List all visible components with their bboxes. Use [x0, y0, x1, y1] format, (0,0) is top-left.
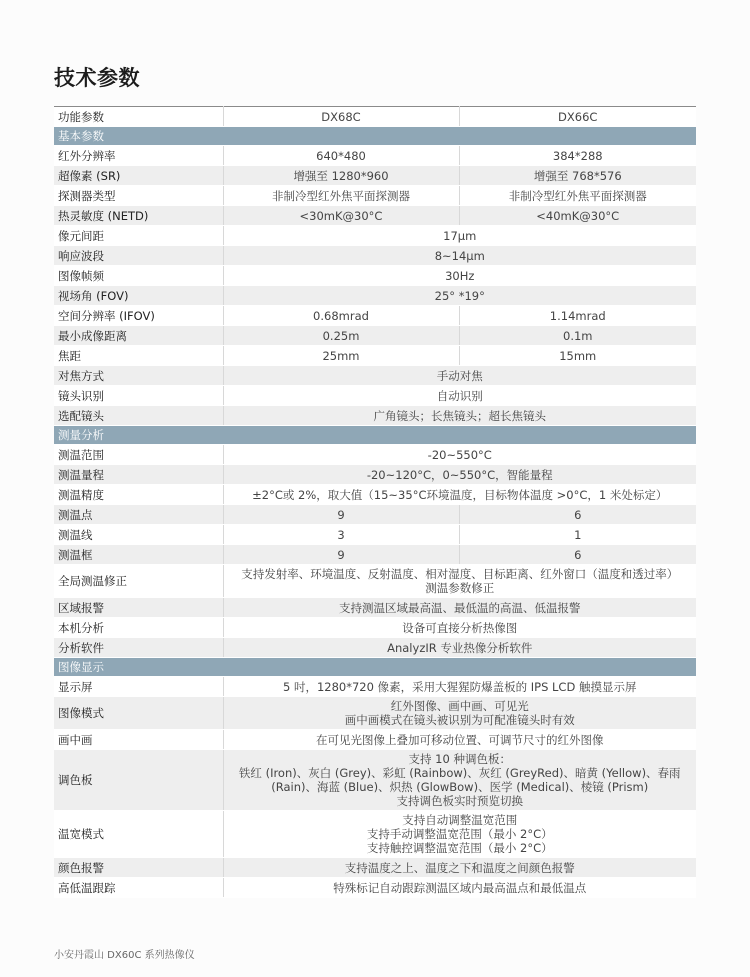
spec-value-line: -20~550°C: [427, 447, 492, 462]
spec-value-line: 特殊标记自动跟踪测温区域内最高温点和最低温点: [333, 880, 587, 895]
spec-row: [54, 565, 696, 598]
spec-row: [54, 465, 696, 485]
spec-value-dx66c: 15mm: [459, 346, 696, 366]
spec-label: 选配镜头: [54, 406, 223, 426]
spec-label: 全局测温修正: [54, 565, 223, 598]
spec-label: 最小成像距离: [54, 326, 223, 346]
spec-value-line: 30Hz: [445, 268, 475, 283]
spec-value-line: 25° *19°: [434, 288, 485, 303]
spec-value-dx66c: <40mK@30°C: [459, 206, 696, 226]
spec-value-line: 支持自动调整温宽范围: [402, 813, 518, 827]
spec-label: 视场角 (FOV): [54, 286, 223, 306]
spec-row: [54, 346, 696, 366]
spec-row: [54, 545, 696, 565]
spec-value-shared: [223, 565, 696, 598]
spec-value-shared: [223, 445, 696, 465]
spec-value-shared: [223, 811, 696, 858]
spec-value-shared: [223, 286, 696, 306]
spec-label: 颜色报警: [54, 858, 223, 878]
spec-value-shared: [223, 465, 696, 485]
spec-value-shared: [223, 386, 696, 406]
spec-label: 显示屏: [54, 677, 223, 697]
spec-label: 对焦方式: [54, 366, 223, 386]
spec-row: [54, 226, 696, 246]
spec-row: [54, 485, 696, 505]
spec-row: [54, 406, 696, 426]
spec-label: 测温精度: [54, 485, 223, 505]
spec-label: 像元间距: [54, 226, 223, 246]
spec-label: 热灵敏度 (NETD): [54, 206, 223, 226]
table-header-row: [54, 107, 696, 127]
spec-value-dx66c: 6: [459, 505, 696, 525]
spec-row: [54, 598, 696, 618]
spec-label: 高低温跟踪: [54, 878, 223, 898]
spec-label: 区域报警: [54, 598, 223, 618]
spec-row: [54, 618, 696, 638]
spec-value-dx66c: 增强至 768*576: [459, 166, 696, 186]
spec-label: 测温量程: [54, 465, 223, 485]
spec-value-dx66c: 非制冷型红外焦平面探测器: [459, 186, 696, 206]
spec-label: 响应波段: [54, 246, 223, 266]
spec-value-shared: [223, 598, 696, 618]
header-model-b: DX66C: [459, 107, 696, 127]
spec-value-line: 支持温度之上、温度之下和温度之间颜色报警: [344, 860, 575, 875]
spec-row: [54, 306, 696, 326]
spec-value-line: AnalyzIR 专业热像分析软件: [387, 640, 533, 655]
spec-value-dx66c: 0.1m: [459, 326, 696, 346]
spec-label: 超像素 (SR): [54, 166, 223, 186]
section-header: [54, 127, 696, 146]
spec-value-line: 测温参数修正: [425, 581, 495, 595]
spec-row: [54, 166, 696, 186]
spec-value-dx68c: 增强至 1280*960: [223, 166, 459, 186]
spec-row: [54, 730, 696, 750]
spec-row: [54, 326, 696, 346]
spec-label: 探测器类型: [54, 186, 223, 206]
spec-row: [54, 146, 696, 166]
spec-value-shared: [223, 697, 696, 730]
spec-label: 测温范围: [54, 445, 223, 465]
spec-value-dx66c: 1: [459, 525, 696, 545]
spec-value-dx68c: 3: [223, 525, 459, 545]
page-footer: 小安丹霞山 DX60C 系列热像仪: [54, 950, 195, 961]
spec-row: [54, 186, 696, 206]
spec-table-body: [54, 107, 696, 898]
spec-value-dx68c: <30mK@30°C: [223, 206, 459, 226]
spec-value-shared: [223, 366, 696, 386]
spec-value-dx68c: 9: [223, 505, 459, 525]
spec-value-dx68c: 非制冷型红外焦平面探测器: [223, 186, 459, 206]
spec-value-line: 支持 10 种调色板：: [408, 752, 511, 766]
spec-label: 图像模式: [54, 697, 223, 730]
spec-row: [54, 677, 696, 697]
spec-table: [54, 106, 696, 898]
spec-label: 本机分析: [54, 618, 223, 638]
spec-label: 分析软件: [54, 638, 223, 658]
spec-value-dx68c: 25mm: [223, 346, 459, 366]
spec-row: [54, 878, 696, 898]
spec-row: [54, 445, 696, 465]
spec-row: [54, 638, 696, 658]
spec-value-dx68c: 0.25m: [223, 326, 459, 346]
spec-value-shared: [223, 638, 696, 658]
spec-value-line: 手动对焦: [436, 368, 483, 383]
spec-value-line: 支持调色板实时预览切换: [396, 794, 523, 808]
spec-row: [54, 386, 696, 406]
spec-value-dx68c: 9: [223, 545, 459, 565]
header-label: 功能参数: [54, 107, 223, 127]
spec-value-dx66c: 1.14mrad: [459, 306, 696, 326]
spec-label: 图像帧频: [54, 266, 223, 286]
spec-value-shared: [223, 246, 696, 266]
spec-value-line: 铁红 (Iron)、灰白 (Grey)、彩虹 (Rainbow)、灰红 (GreyRed)、暗黄 (Yellow)、春雨: [238, 766, 681, 780]
spec-value-shared: [223, 858, 696, 878]
spec-label: 镜头识别: [54, 386, 223, 406]
spec-value-shared: [223, 677, 696, 697]
spec-label: 红外分辨率: [54, 146, 223, 166]
spec-value-line: 支持发射率、环境温度、反射温度、相对湿度、目标距离、红外窗口（温度和透过率）: [241, 567, 679, 581]
spec-value-dx66c: 6: [459, 545, 696, 565]
spec-row: [54, 366, 696, 386]
spec-row: [54, 811, 696, 858]
spec-row: [54, 505, 696, 525]
section-title: 测量分析: [54, 426, 696, 445]
spec-label: 焦距: [54, 346, 223, 366]
spec-label: 空间分辨率 (IFOV): [54, 306, 223, 326]
spec-label: 调色板: [54, 750, 223, 811]
spec-value-line: -20~120°C，0~550°C，智能量程: [366, 467, 553, 482]
spec-value-shared: [223, 878, 696, 898]
spec-label: 画中画: [54, 730, 223, 750]
section-header: [54, 658, 696, 677]
spec-row: [54, 858, 696, 878]
spec-value-shared: [223, 266, 696, 286]
spec-row: [54, 286, 696, 306]
header-model-a: DX68C: [223, 107, 459, 127]
spec-label: 测温线: [54, 525, 223, 545]
spec-value-line: 支持手动调整温宽范围（最小 2°C）: [366, 827, 553, 841]
spec-value-shared: [223, 750, 696, 811]
page-title: 技术参数: [54, 66, 140, 90]
spec-row: [54, 525, 696, 545]
spec-value-shared: [223, 226, 696, 246]
spec-value-line: 支持测温区域最高温、最低温的高温、低温报警: [339, 600, 581, 615]
spec-row: [54, 750, 696, 811]
spec-value-dx66c: 384*288: [459, 146, 696, 166]
spec-label: 测温框: [54, 545, 223, 565]
spec-label: 温宽模式: [54, 811, 223, 858]
spec-value-line: 支持触控调整温宽范围（最小 2°C）: [366, 841, 553, 855]
spec-value-shared: [223, 485, 696, 505]
section-header: [54, 426, 696, 445]
spec-value-line: (Rain)、海蓝 (Blue)、炽热 (GlowBow)、医学 (Medical)、棱镜 (Prism): [271, 780, 649, 794]
spec-value-line: 红外图像、画中画、可见光: [390, 699, 529, 713]
spec-value-line: 8~14μm: [434, 248, 485, 263]
spec-row: [54, 246, 696, 266]
section-title: 基本参数: [54, 127, 696, 146]
spec-value-line: 设备可直接分析热像图: [402, 620, 518, 635]
spec-value-shared: [223, 406, 696, 426]
spec-value-line: 5 吋，1280*720 像素，采用大猩猩防爆盖板的 IPS LCD 触摸显示屏: [283, 679, 637, 694]
spec-value-line: 画中画模式在镜头被识别为可配准镜头时有效: [344, 713, 575, 727]
section-title: 图像显示: [54, 658, 696, 677]
spec-row: [54, 266, 696, 286]
spec-value-shared: [223, 730, 696, 750]
spec-value-line: ±2°C或 2%，取大值（15~35°C环境温度，目标物体温度 >0°C，1 米处标定）: [252, 487, 668, 502]
spec-value-line: 广角镜头；长焦镜头；超长焦镜头: [373, 408, 546, 423]
spec-label: 测温点: [54, 505, 223, 525]
spec-value-line: 自动识别: [436, 388, 483, 403]
spec-value-line: 在可见光图像上叠加可移动位置、可调节尺寸的红外图像: [316, 732, 604, 747]
spec-value-dx68c: 0.68mrad: [223, 306, 459, 326]
spec-value-shared: [223, 618, 696, 638]
spec-value-dx68c: 640*480: [223, 146, 459, 166]
spec-row: [54, 206, 696, 226]
spec-value-line: 17μm: [443, 228, 477, 243]
spec-row: [54, 697, 696, 730]
